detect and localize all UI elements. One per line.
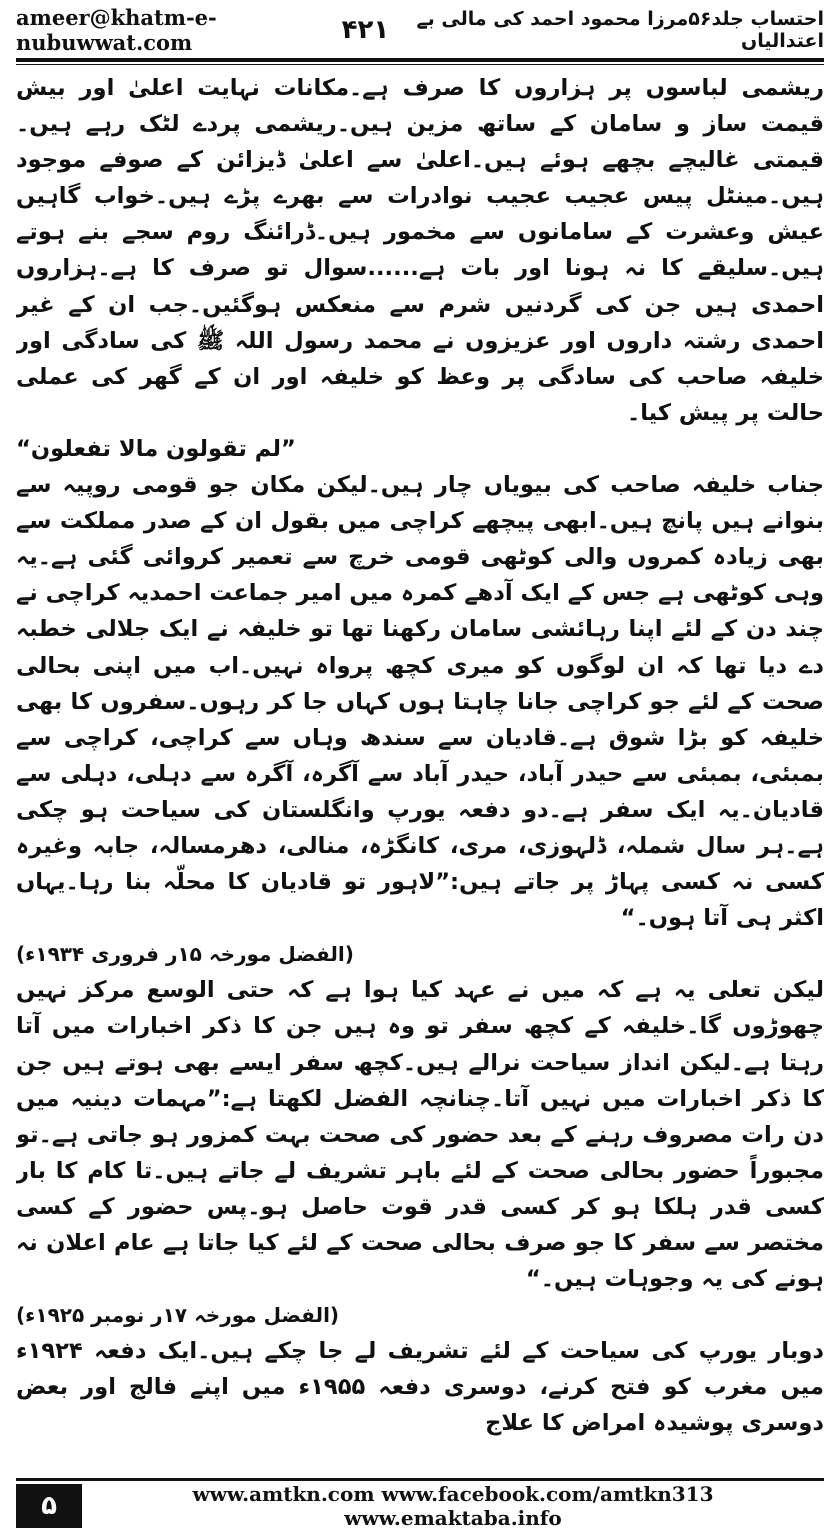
- running-title: احتساب جلد۵۶مرزا محمود احمد کی مالی بے اعتدالیاں: [416, 8, 824, 52]
- paragraph-3: لیکن تعلی یہ ہے کہ میں نے عہد کیا ہوا ہے کہ حتی الوسع مرکز نہیں چھوڑوں گا۔خلیفہ کے کچھ سفر تو وہ ہیں جن کا ذکر اخبارات میں آتا رہتا ہے۔لیکن انداز سیاحت نرالے ہیں۔کچھ سفر ایسے بھی ہوتے ہیں جن کا ذکر اخبارات میں نہیں آتا۔چنانچہ الفضل لکھتا ہے:”مہمات دینیہ میں دن رات مصروف رہنے کے بعد حضور کی صحت بہت کمزور ہو جاتی ہے۔تو مجبوراً حضور بحالی صحت کے لئے باہر تشریف لے جاتے ہیں۔تا کام کا بار کسی قدر ہلکا ہو کر کسی قدر قوت حاصل ہو۔پس حضور کے کسی مختصر سے سفر کا جو صرف بحالی صحت کے لئے کیا جاتا ہے عام اعلان نہ ہونے کی یہ وجوہات ہیں۔“: [16, 977, 824, 1293]
- footer-rule: [16, 1478, 824, 1481]
- sheet-number-box: [16, 1484, 82, 1528]
- paragraph-4: دوبار یورپ کی سیاحت کے لئے تشریف لے جا چکے ہیں۔ایک دفعہ ۱۹۲۴ء میں مغرب کو فتح کرنے، دوسری دفعہ ۱۹۵۵ء میں اپنے فالج اور بعض دوسری پوشیدہ امراض کا علاج: [16, 1338, 824, 1437]
- sheet-number: ۵: [41, 1491, 57, 1521]
- page-number: ۴۲۱: [341, 15, 390, 45]
- reference-2: (الفضل مورخہ ۱۷ر نومبر ۱۹۲۵ء): [16, 1303, 340, 1328]
- running-head: [342, 8, 824, 52]
- page-body: [16, 70, 824, 1448]
- arabic-quote: ”لم تقولون مالا تفعلون“: [16, 435, 296, 462]
- header-rule: [16, 58, 824, 65]
- page-footer: [16, 1484, 824, 1528]
- reference-1: (الفضل مورخہ ۱۵ر فروری ۱۹۳۴ء): [16, 942, 354, 967]
- header-email: ameer@khatm-e-nubuwwat.com: [16, 5, 217, 55]
- paragraph-1: ریشمی لباسوں پر ہزاروں کا صرف ہے۔مکانات نہایت اعلیٰ اور بیش قیمت ساز و سامان کے ساتھ مزین ہیں۔ریشمی پردے لٹک رہے ہیں۔قیمتی غالیچے بچھے ہوئے ہیں۔اعلیٰ سے اعلیٰ ڈیزائن کے صوفے موجود ہیں۔مینٹل پیس عجیب عجیب نوادرات سے بھرے پڑے ہیں۔خواب گاہیں عیش وعشرت کے سامانوں سے مخمور ہیں۔ڈرائنگ روم سجے بنے ہوتے ہیں۔سلیقے کا نہ ہونا اور بات ہے......سوال تو صرف کا ہے۔ہزاروں احمدی ہیں جن کی گردنیں شرم سے منعکس ہوگئیں۔جب ان کے غیر احمدی رشتہ داروں اور عزیزوں نے محمد رسول اللہ ﷺ کی سادگی اور خلیفہ صاحب کی سادگی پر وعظ کو خلیفہ اور ان کے گھر کی عملی حالت پر پیش کیا۔: [16, 75, 824, 426]
- paragraph-2: جناب خلیفہ صاحب کی بیویاں چار ہیں۔لیکن مکان جو قومی روپیہ سے بنوانے ہیں پانچ ہیں۔ابھی پیچھے کراچی میں بقول ان کے صدر مملکت سے بھی زیادہ کمروں والی کوٹھی قومی خرچ سے تعمیر کروائی گئی ہے۔یہ وہی کوٹھی ہے جس کے ایک آدھے کمرہ میں امیر جماعت احمدیہ کراچی نے چند دن کے لئے اپنا رہائشی سامان رکھنا تھا تو خلیفہ نے ایک جلالی خطبہ دے دیا تھا کہ ان لوگوں کو میری کچھ پرواہ نہیں۔اب میں اپنی بحالی صحت کے لئے جو کراچی جانا چاہتا ہوں کہاں جا کر رہوں۔سفروں کا بھی خلیفہ کو بڑا شوق ہے۔قادیان سے سندھ وہاں سے کراچی، کراچی سے بمبئی، بمبئی سے حیدر آباد، حیدر آباد سے آگرہ، آگرہ سے دہلی، دہلی سے قادیان۔یہ ایک سفر ہے۔دو دفعہ یورپ وانگلستان کی سیاحت ہو چکی ہے۔ہر سال شملہ، ڈلہوزی، مری، کانگڑہ، منالی، دھرمسالہ، جابہ وغیرہ کسی نہ کسی پہاڑ پر جاتے ہیں:”لاہور تو قادیان کا محلّہ بنا رہا۔یہاں اکثر ہی آتا ہوں۔“: [16, 472, 824, 932]
- footer-websites: www.amtkn.com www.facebook.com/amtkn313 www.emaktaba.info: [192, 1482, 714, 1530]
- page-header: [16, 5, 824, 55]
